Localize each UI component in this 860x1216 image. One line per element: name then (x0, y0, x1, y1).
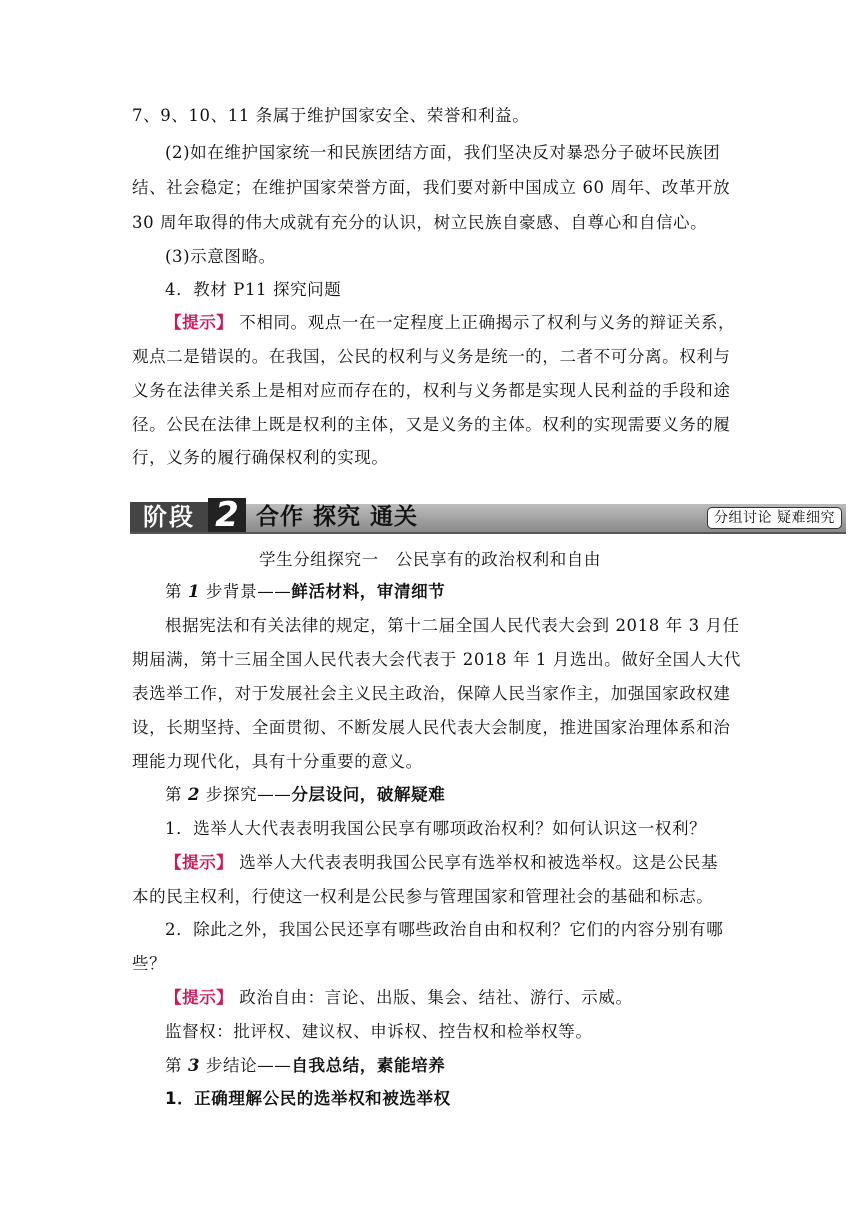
text-line: 行，义务的履行确保权利的实现。 (132, 448, 389, 467)
step-mid: 步背景—— (200, 582, 292, 601)
text-line: 设，长期坚持、全面贯彻、不断发展人民代表大会制度，推进国家治理体系和治 (132, 718, 731, 737)
hint-paragraph (165, 312, 735, 334)
banner-stage-label: 阶段 (130, 502, 208, 532)
step-number: 1 (187, 582, 201, 601)
question-2: 2．除此之外，我国公民还享有哪些政治自由和权利？它们的内容分别有哪 (165, 920, 724, 939)
hint-text: 政治自由：言论、出版、集会、结社、游行、示威。 (233, 988, 633, 1007)
hint-paragraph (165, 987, 633, 1009)
step-number: 2 (187, 785, 201, 804)
text-line: 表选举工作，对于发展社会主义民主政治，保障人民当家作主，加强国家政权建 (132, 684, 731, 703)
stage-banner (130, 495, 846, 535)
text-line: 结、社会稳定；在维护国家荣誉方面，我们要对新中国成立 60 周年、改革开放 (132, 178, 731, 197)
banner-tag: 分组讨论 疑难细究 (707, 507, 842, 529)
step-emphasis: 分层设问，破解疑难 (291, 785, 446, 804)
text-line: (2)如在维护国家统一和民族团结方面，我们坚决反对暴恐分子破坏民族团 (165, 143, 721, 162)
step-heading (165, 1055, 445, 1077)
text-line: 义务在法律关系上是相对应而存在的，权利与义务都是实现人民利益的手段和途 (132, 381, 731, 400)
step-prefix: 第 (165, 582, 188, 601)
step-mid: 步探究—— (200, 785, 292, 804)
text-line: 30 周年取得的伟大成就有充分的认识，树立民族自豪感、自尊心和自信心。 (132, 213, 708, 232)
hint-label: 【提示】 (165, 313, 234, 332)
step-heading (165, 784, 445, 806)
text-line: 些？ (132, 954, 167, 973)
text-line: 期届满，第十三届全国人民代表大会代表于 2018 年 1 月选出。做好全国人大代 (132, 650, 741, 669)
text-line: 理能力现代化，具有十分重要的意义。 (132, 752, 423, 771)
text-line: 观点二是错误的。在我国，公民的权利与义务是统一的，二者不可分离。权利与 (132, 347, 731, 366)
text-line: 根据宪法和有关法律的规定，第十二届全国人民代表大会到 2018 年 3 月任 (165, 616, 740, 635)
text-line: (3)示意图略。 (165, 247, 276, 266)
question-1: 1．选举人大代表表明我国公民享有哪项政治权利？如何认识这一权利？ (165, 819, 707, 838)
hint-label: 【提示】 (165, 853, 234, 872)
text-line: 监督权：批评权、建议权、申诉权、控告权和检举权等。 (165, 1022, 593, 1041)
hint-text: 不相同。观点一在一定程度上正确揭示了权利与义务的辩证关系， (233, 313, 736, 332)
hint-label: 【提示】 (165, 988, 234, 1007)
conclusion-heading: 1．正确理解公民的选举权和被选举权 (165, 1089, 451, 1108)
question-heading: 4．教材 P11 探究问题 (165, 280, 342, 299)
banner-title: 合作 探究 通关 (256, 504, 419, 530)
text-line: 径。公民在法律上既是权利的主体，又是义务的主体。权利的实现需要义务的履 (132, 415, 731, 434)
step-prefix: 第 (165, 1056, 188, 1075)
step-prefix: 第 (165, 785, 188, 804)
section-title: 学生分组探究一 公民享有的政治权利和自由 (259, 550, 601, 569)
text-line: 本的民主权利，行使这一权利是公民参与管理国家和管理社会的基础和标志。 (132, 887, 714, 906)
text-line: 7、9、10、11 条属于维护国家安全、荣誉和利益。 (132, 106, 530, 125)
step-number: 3 (187, 1056, 201, 1075)
hint-text: 选举人大代表表明我国公民享有选举权和被选举权。这是公民基 (233, 853, 719, 872)
banner-stage-number: 2 (208, 498, 246, 532)
step-emphasis: 自我总结，素能培养 (291, 1056, 446, 1075)
step-emphasis: 鲜活材料，审清细节 (291, 582, 446, 601)
step-mid: 步结论—— (200, 1056, 292, 1075)
hint-paragraph (165, 852, 718, 874)
step-heading (165, 581, 445, 603)
